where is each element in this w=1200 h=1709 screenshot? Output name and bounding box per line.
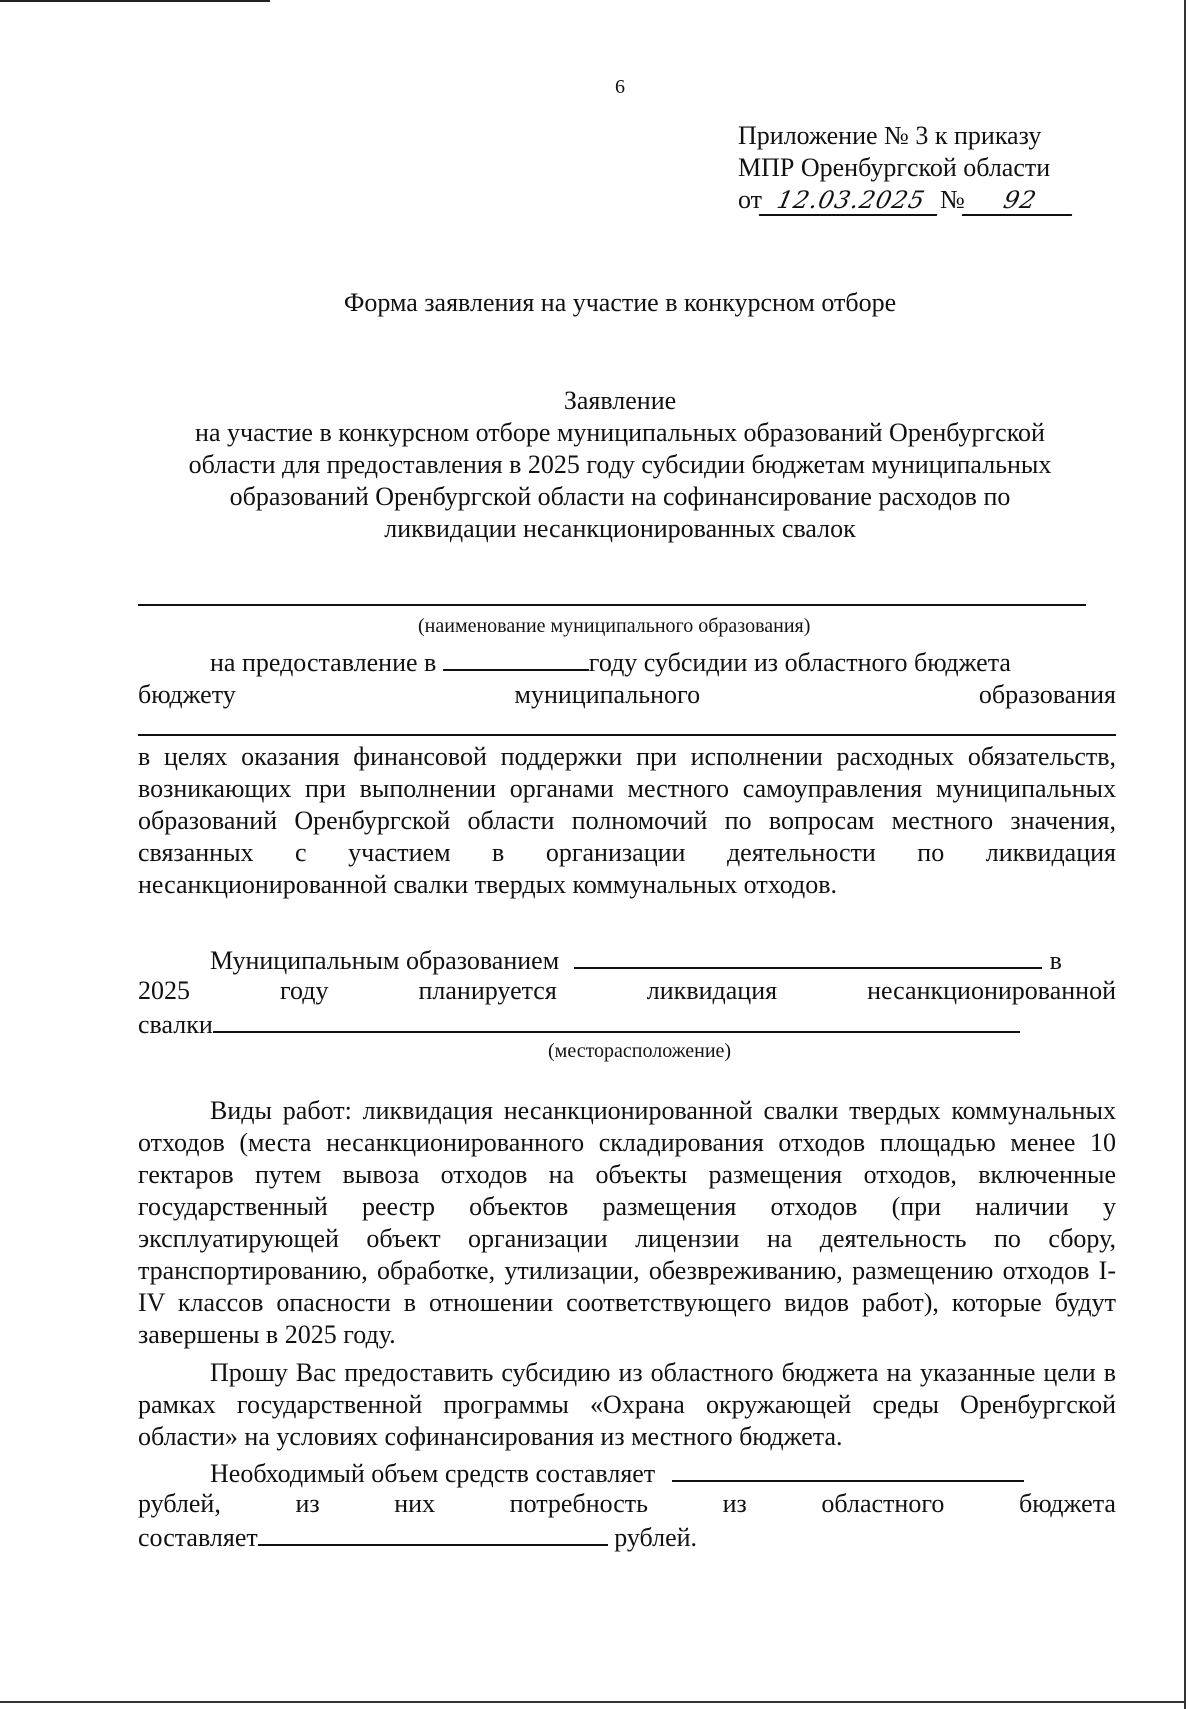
page-number: 6 bbox=[615, 76, 625, 98]
scan-edge-top bbox=[0, 0, 270, 2]
document-title bbox=[140, 385, 1100, 545]
appendix-from-label: от bbox=[738, 185, 763, 214]
municipality-blank bbox=[574, 943, 1042, 969]
funds-word-6: областного bbox=[821, 1489, 945, 1518]
provision-line-1-end: году субсидии из областного бюджета bbox=[588, 648, 1011, 677]
appendix-date: 12.03.2025 bbox=[759, 186, 943, 216]
appendix-number: 92 bbox=[962, 186, 1078, 216]
plan-word-2: году bbox=[280, 976, 329, 1005]
form-title: Форма заявления на участие в конкурсном отборе bbox=[343, 288, 897, 317]
funds-line-3 bbox=[138, 1520, 1116, 1554]
plan-word-1: 2025 bbox=[138, 976, 190, 1005]
plan-line-1 bbox=[138, 943, 1116, 977]
regional-amount-blank bbox=[258, 1520, 608, 1546]
plan-line-1-start: Муниципальным образованием bbox=[210, 946, 560, 975]
appendix-line-2: МПР Оренбургской области bbox=[738, 153, 1051, 182]
funds-word-4: потребность bbox=[509, 1489, 649, 1518]
municipality-budget-blank bbox=[138, 734, 1116, 736]
provision-line-1 bbox=[138, 645, 1116, 679]
document-title-line-1: на участие в конкурсном отборе муниципальных образований Оренбургской bbox=[195, 418, 1045, 447]
document-title-line-3: образований Оренбургской области на софинансирование расходов по bbox=[229, 482, 1011, 511]
municipality-name-caption: (наименование муниципального образования) bbox=[418, 615, 811, 637]
year-blank bbox=[443, 645, 589, 671]
document-title-heading: Заявление bbox=[563, 386, 677, 415]
purpose-paragraph: в целях оказания финансовой поддержки при исполнении расходных обязательств, возникающих при выполнении органами местного самоуправления муниципальных образований Оренбургской области полномочий по вопросам местного значения, связанных с участием в организации деятельности по ликвидация несанкционированной свалки твердых коммунальных отходов. bbox=[138, 742, 1116, 899]
works-paragraph: Виды работ: ликвидация несанкционированной свалки твердых коммунальных отходов (места несанкционированного складирования отходов площадью менее 10 гектаров путем вывоза отходов на объекты размещения отходов, включенные государственный реестр объектов размещения отходов (при наличии у эксплуатирующей объект организации лицензии на деятельность по сбору, транспортированию, обработке, утилизации, обезвреживанию, размещению отходов I-IV классов опасности в отношении соответствующего видов работ), которые будут завершены в 2025 году. bbox=[138, 1096, 1116, 1349]
plan-line-1-end: в bbox=[1049, 946, 1062, 975]
provision-line-1-start: на предоставление в bbox=[210, 648, 437, 677]
location-caption: (месторасположение) bbox=[548, 1040, 732, 1062]
scan-edge-right bbox=[1184, 0, 1186, 1709]
funds-word-3: них bbox=[394, 1489, 436, 1518]
municipality-name-blank bbox=[138, 604, 1086, 606]
provision-word-2: муниципального bbox=[514, 680, 701, 709]
plan-word-3: планируется bbox=[418, 976, 557, 1005]
funds-word-1: рублей, bbox=[138, 1489, 221, 1518]
document-title-line-4: ликвидации несанкционированных свалок bbox=[384, 514, 856, 543]
plan-word-4: ликвидация bbox=[646, 976, 778, 1005]
funds-line-2 bbox=[138, 1488, 1116, 1520]
request-paragraph: Прошу Вас предоставить субсидию из областного бюджета на указанные цели в рамках государственной программы «Охрана окружающей среды Оренбургской области» на условиях софинансирования из местного бюджета. bbox=[138, 1358, 1116, 1451]
scan-edge-bottom bbox=[0, 1701, 1186, 1703]
plan-line-2 bbox=[138, 975, 1116, 1007]
appendix-number-label: № bbox=[940, 185, 965, 214]
plan-word-5: несанкционированной bbox=[867, 976, 1116, 1005]
funds-line-1-start: Необходимый объем средств составляет bbox=[210, 1459, 656, 1488]
appendix-block bbox=[738, 120, 1075, 216]
appendix-date-line bbox=[738, 184, 1075, 216]
funds-line-3-end: рублей. bbox=[614, 1523, 698, 1552]
plan-line-3-start: свалки bbox=[138, 1010, 213, 1039]
funds-word-5: из bbox=[722, 1489, 747, 1518]
appendix-line-1: Приложение № 3 к приказу bbox=[738, 121, 1042, 150]
total-amount-blank bbox=[672, 1456, 1024, 1482]
plan-line-3 bbox=[138, 1007, 1116, 1041]
provision-word-3: образования bbox=[978, 680, 1116, 709]
funds-word-7: бюджета bbox=[1018, 1489, 1116, 1518]
funds-word-2: из bbox=[295, 1489, 320, 1518]
location-blank bbox=[213, 1007, 1020, 1033]
document-title-line-2: области для предоставления в 2025 году субсидии бюджетам муниципальных bbox=[188, 450, 1052, 479]
funds-line-3-start: составляет bbox=[138, 1523, 258, 1552]
funds-line-1 bbox=[138, 1456, 1116, 1490]
provision-line-2 bbox=[138, 679, 1116, 711]
provision-word-1: бюджету bbox=[138, 680, 236, 709]
